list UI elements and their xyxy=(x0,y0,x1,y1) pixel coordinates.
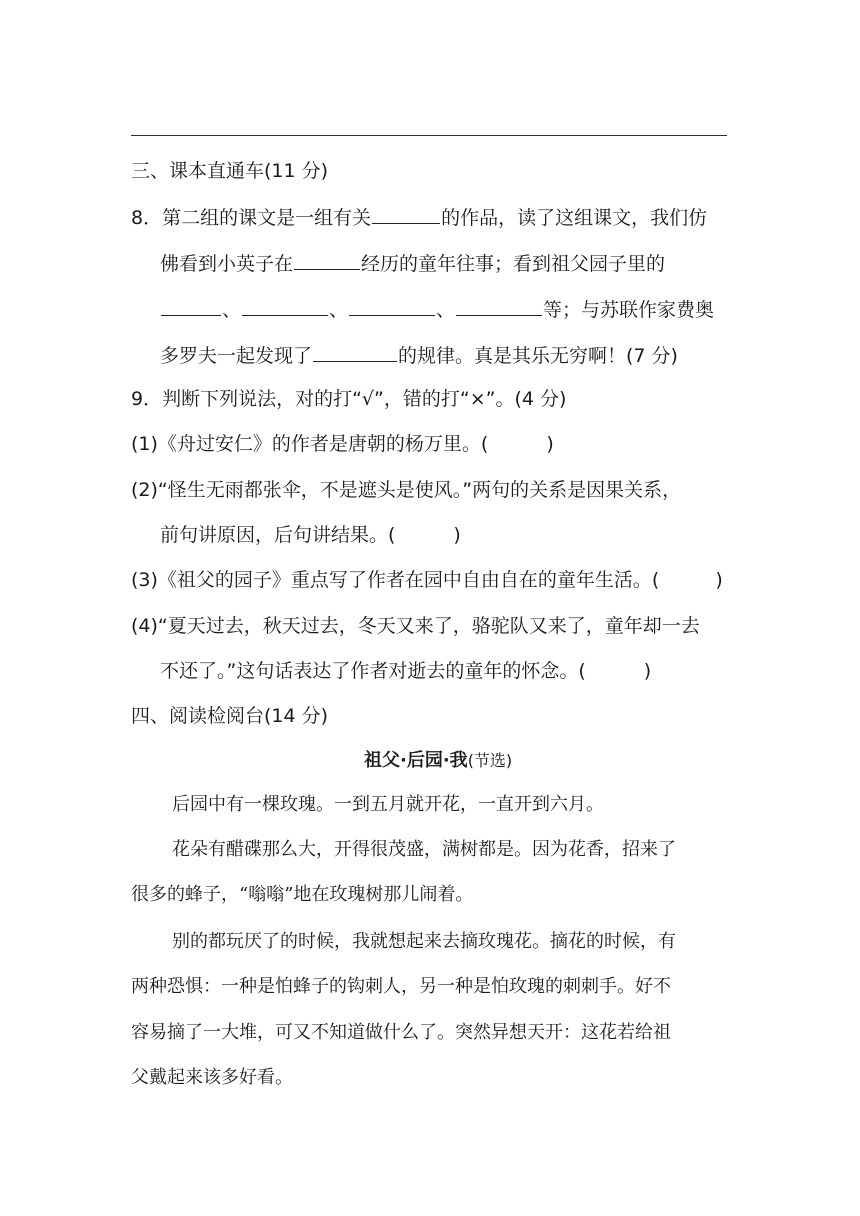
answer-blank[interactable] xyxy=(294,251,360,270)
passage-paragraph: 别的都玩厌了的时候，我就想起来去摘玫瑰花。摘花的时候，有 xyxy=(172,931,676,952)
passage-paragraph-cont: 两种恐惧：一种是怕蜂子的钩刺人，另一种是怕玫瑰的刺刺手。好不 xyxy=(131,976,671,997)
passage-title: 祖父·后园·我(节选) xyxy=(364,750,513,771)
passage-paragraph-cont: 很多的蜂子，“嗡嗡”地在玫瑰树那儿闹着。 xyxy=(131,884,474,905)
question-number: 8． xyxy=(131,207,163,229)
answer-blank[interactable] xyxy=(242,297,328,316)
answer-blank[interactable] xyxy=(372,205,440,224)
answer-blank[interactable] xyxy=(313,343,397,362)
question-9-item-3: (3)《祖父的园子》重点写了作者在园中自由自在的童年生活。( ) xyxy=(131,569,723,591)
question-8-line-1: 8．第二组的课文是一组有关 的作品，读了这组课文，我们仿 xyxy=(131,207,708,229)
top-divider xyxy=(131,135,727,136)
answer-blank[interactable] xyxy=(456,297,542,316)
passage-paragraph: 后园中有一棵玫瑰。一到五月就开花，一直开到六月。 xyxy=(172,794,604,815)
question-9-item-1: (1)《舟过安仁》的作者是唐朝的杨万里。( ) xyxy=(131,433,554,455)
question-8-line-2: 佛看到小英子在 经历的童年往事；看到祖父园子里的 xyxy=(160,253,666,275)
question-9-item-2-cont: 前句讲原因，后句讲结果。( ) xyxy=(160,524,461,546)
question-9-heading: 9．判断下列说法，对的打“√”，错的打“×”。(4 分) xyxy=(131,388,567,410)
answer-blank[interactable] xyxy=(161,297,221,316)
answer-blank[interactable] xyxy=(349,297,435,316)
section-heading: 四、阅读检阅台(14 分) xyxy=(131,705,329,727)
question-9-item-4-cont: 不还了。”这句话表达了作者对逝去的童年的怀念。( ) xyxy=(160,660,652,682)
question-9-item-4: (4)“夏天过去，秋天过去，冬天又来了，骆驼队又来了，童年却一去 xyxy=(131,615,700,637)
question-8-line-3: 、 、 、 等；与苏联作家费奥 xyxy=(160,297,714,323)
passage-paragraph-cont: 父戴起来该多好看。 xyxy=(131,1067,293,1088)
question-9-item-2: (2)“怪生无雨都张伞，不是遮头是使风。”两句的关系是因果关系， xyxy=(131,479,682,501)
passage-paragraph: 花朵有醋碟那么大，开得很茂盛，满树都是。因为花香，招来了 xyxy=(172,839,676,860)
passage-paragraph-cont: 容易摘了一大堆，可又不知道做什么了。突然异想天开：这花若给祖 xyxy=(131,1022,671,1043)
question-8-line-4: 多罗夫一起发现了 的规律。真是其乐无穷啊！(7 分) xyxy=(160,345,678,367)
section-heading: 三、课本直通车(11 分) xyxy=(131,160,329,182)
